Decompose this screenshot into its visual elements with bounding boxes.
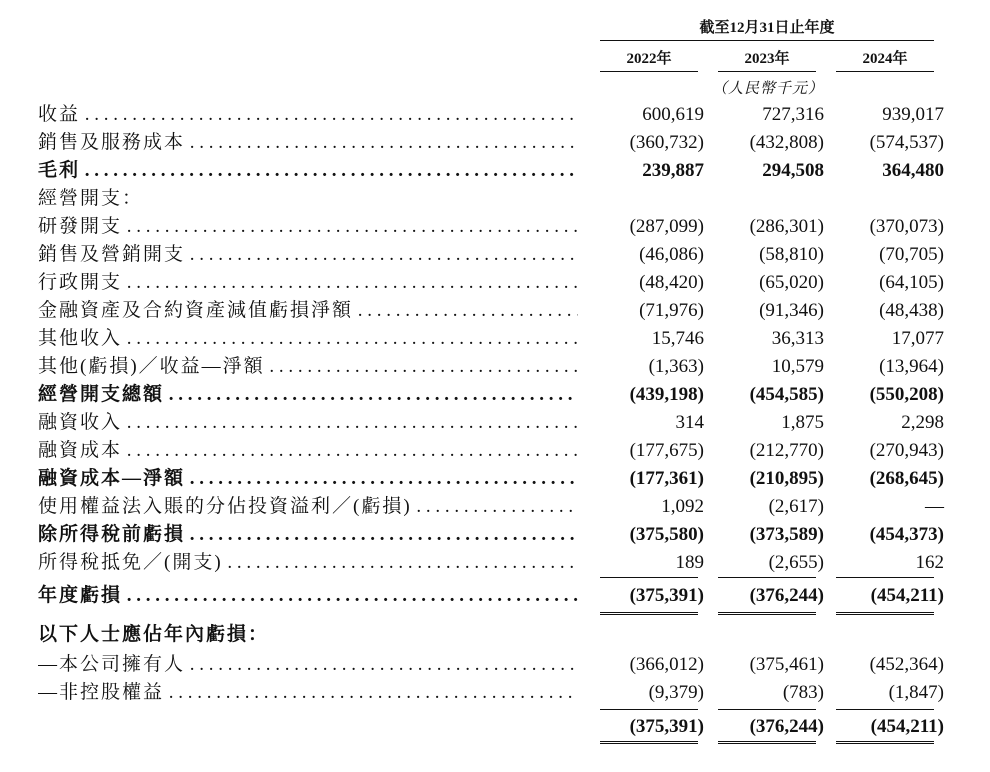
value-cell: (454,211)	[870, 716, 944, 737]
total-rule-double	[600, 612, 698, 615]
value-cell: (373,589)	[749, 524, 824, 545]
row-label: 研發開支 . . .	[38, 213, 578, 241]
value-cell: 189	[675, 552, 704, 573]
period-rule	[600, 40, 934, 41]
value-cell: (370,073)	[869, 216, 944, 237]
value-cell: 1,875	[781, 412, 824, 433]
value-cell: 162	[915, 552, 944, 573]
total-rule-double	[836, 612, 934, 615]
table-row	[0, 129, 990, 157]
row-label: 其他(虧損)／收益—淨額 . . .	[38, 353, 578, 381]
value-cell: 15,746	[651, 328, 704, 349]
row-label: —本公司擁有人 . . .	[38, 651, 578, 679]
table-row	[0, 353, 990, 381]
table-row	[0, 465, 990, 493]
row-label: 融資收入 . . .	[38, 409, 578, 437]
year-header-2023: 2023年	[744, 51, 790, 67]
subtotal-rule	[718, 577, 816, 578]
value-cell: (439,198)	[629, 384, 704, 405]
row-label: 銷售及服務成本 . . .	[38, 129, 578, 157]
row-label: 除所得稅前虧損 . . .	[38, 521, 578, 549]
value-cell: (13,964)	[879, 356, 944, 377]
table-row	[0, 549, 990, 577]
subtotal-rule	[600, 577, 698, 578]
value-cell: —	[925, 496, 944, 517]
value-cell: 600,619	[642, 104, 704, 125]
value-cell: (212,770)	[749, 440, 824, 461]
year-header-2024: 2024年	[862, 51, 908, 67]
table-row	[0, 297, 990, 325]
table-row	[0, 381, 990, 409]
value-cell: (210,895)	[749, 468, 824, 489]
row-label: 其他收入 . . .	[38, 325, 578, 353]
total-rule-double	[836, 741, 934, 744]
value-cell: (376,244)	[749, 716, 824, 737]
value-cell: (48,438)	[879, 300, 944, 321]
table-row	[0, 157, 990, 185]
value-cell: (1,847)	[888, 682, 944, 703]
value-cell: (64,105)	[879, 272, 944, 293]
value-cell: 314	[675, 412, 704, 433]
value-cell: (376,244)	[749, 585, 824, 606]
row-label: 行政開支 . . .	[38, 269, 578, 297]
year-rule	[836, 71, 934, 72]
period-heading: 截至12月31日止年度	[699, 20, 835, 36]
row-label: 以下人士應佔年內虧損：	[38, 624, 270, 645]
value-cell: (48,420)	[639, 272, 704, 293]
value-cell: (375,391)	[629, 585, 704, 606]
value-cell: 10,579	[771, 356, 824, 377]
value-cell: (375,461)	[749, 654, 824, 675]
total-rule-double	[718, 741, 816, 744]
subtotal-rule	[600, 709, 698, 710]
value-cell: (1,363)	[648, 356, 704, 377]
value-cell: (71,976)	[639, 300, 704, 321]
value-cell: (286,301)	[749, 216, 824, 237]
row-label: 經營開支：	[38, 188, 144, 209]
row-label: 收益 . . .	[38, 101, 578, 129]
value-cell: 2,298	[901, 412, 944, 433]
value-cell: (2,655)	[768, 552, 824, 573]
table-row	[0, 213, 990, 241]
value-cell: (177,361)	[629, 468, 704, 489]
value-cell: 727,316	[762, 104, 824, 125]
value-cell: 239,887	[642, 160, 704, 181]
row-label: —非控股權益 . . .	[38, 679, 578, 707]
value-cell: (360,732)	[629, 132, 704, 153]
table-row	[0, 101, 990, 129]
value-cell: (70,705)	[879, 244, 944, 265]
table-row	[0, 493, 990, 521]
currency-unit: （人民幣千元）	[711, 81, 824, 97]
value-cell: (46,086)	[639, 244, 704, 265]
table-row	[0, 269, 990, 297]
row-label: 年度虧損 . . .	[38, 582, 578, 610]
value-cell: (268,645)	[869, 468, 944, 489]
value-cell: 939,017	[882, 104, 944, 125]
table-row	[0, 241, 990, 269]
table-row	[0, 582, 990, 610]
value-cell: 294,508	[762, 160, 824, 181]
value-cell: (58,810)	[759, 244, 824, 265]
value-cell: (432,808)	[749, 132, 824, 153]
value-cell: (454,211)	[870, 585, 944, 606]
value-cell: (454,585)	[749, 384, 824, 405]
year-rule	[600, 71, 698, 72]
value-cell: (9,379)	[648, 682, 704, 703]
row-label: 融資成本—淨額 . . .	[38, 465, 578, 493]
year-rule	[718, 71, 816, 72]
total-rule-double	[600, 741, 698, 744]
row-label: 使用權益法入賬的分佔投資溢利／(虧損) . . .	[38, 493, 578, 521]
value-cell: (2,617)	[768, 496, 824, 517]
table-row	[0, 185, 990, 213]
value-cell: 36,313	[771, 328, 824, 349]
row-label: 所得稅抵免／(開支) . . .	[38, 549, 578, 577]
table-row	[0, 437, 990, 465]
value-cell: (177,675)	[629, 440, 704, 461]
subtotal-rule	[836, 709, 934, 710]
table-row	[0, 713, 990, 741]
table-row	[0, 325, 990, 353]
value-cell: (366,012)	[629, 654, 704, 675]
value-cell: 364,480	[882, 160, 944, 181]
row-label: 銷售及營銷開支 . . .	[38, 241, 578, 269]
table-row	[0, 409, 990, 437]
table-row	[0, 679, 990, 707]
subtotal-rule	[836, 577, 934, 578]
table-row	[0, 521, 990, 549]
value-cell: (375,391)	[629, 716, 704, 737]
value-cell: (452,364)	[869, 654, 944, 675]
row-label: 經營開支總額 . . .	[38, 381, 578, 409]
year-header-2022: 2022年	[626, 51, 672, 67]
value-cell: (375,580)	[629, 524, 704, 545]
table-row	[0, 621, 990, 649]
row-label: 毛利 . . .	[38, 157, 578, 185]
value-cell: 17,077	[891, 328, 944, 349]
value-cell: (91,346)	[759, 300, 824, 321]
subtotal-rule	[718, 709, 816, 710]
value-cell: (783)	[782, 682, 824, 703]
value-cell: (270,943)	[869, 440, 944, 461]
value-cell: (287,099)	[629, 216, 704, 237]
value-cell: (550,208)	[869, 384, 944, 405]
value-cell: 1,092	[661, 496, 704, 517]
total-rule-double	[718, 612, 816, 615]
row-label: 融資成本 . . .	[38, 437, 578, 465]
table-row	[0, 651, 990, 679]
value-cell: (65,020)	[759, 272, 824, 293]
row-label: 金融資產及合約資產減值虧損淨額 . . .	[38, 297, 578, 325]
value-cell: (574,537)	[869, 132, 944, 153]
value-cell: (454,373)	[869, 524, 944, 545]
